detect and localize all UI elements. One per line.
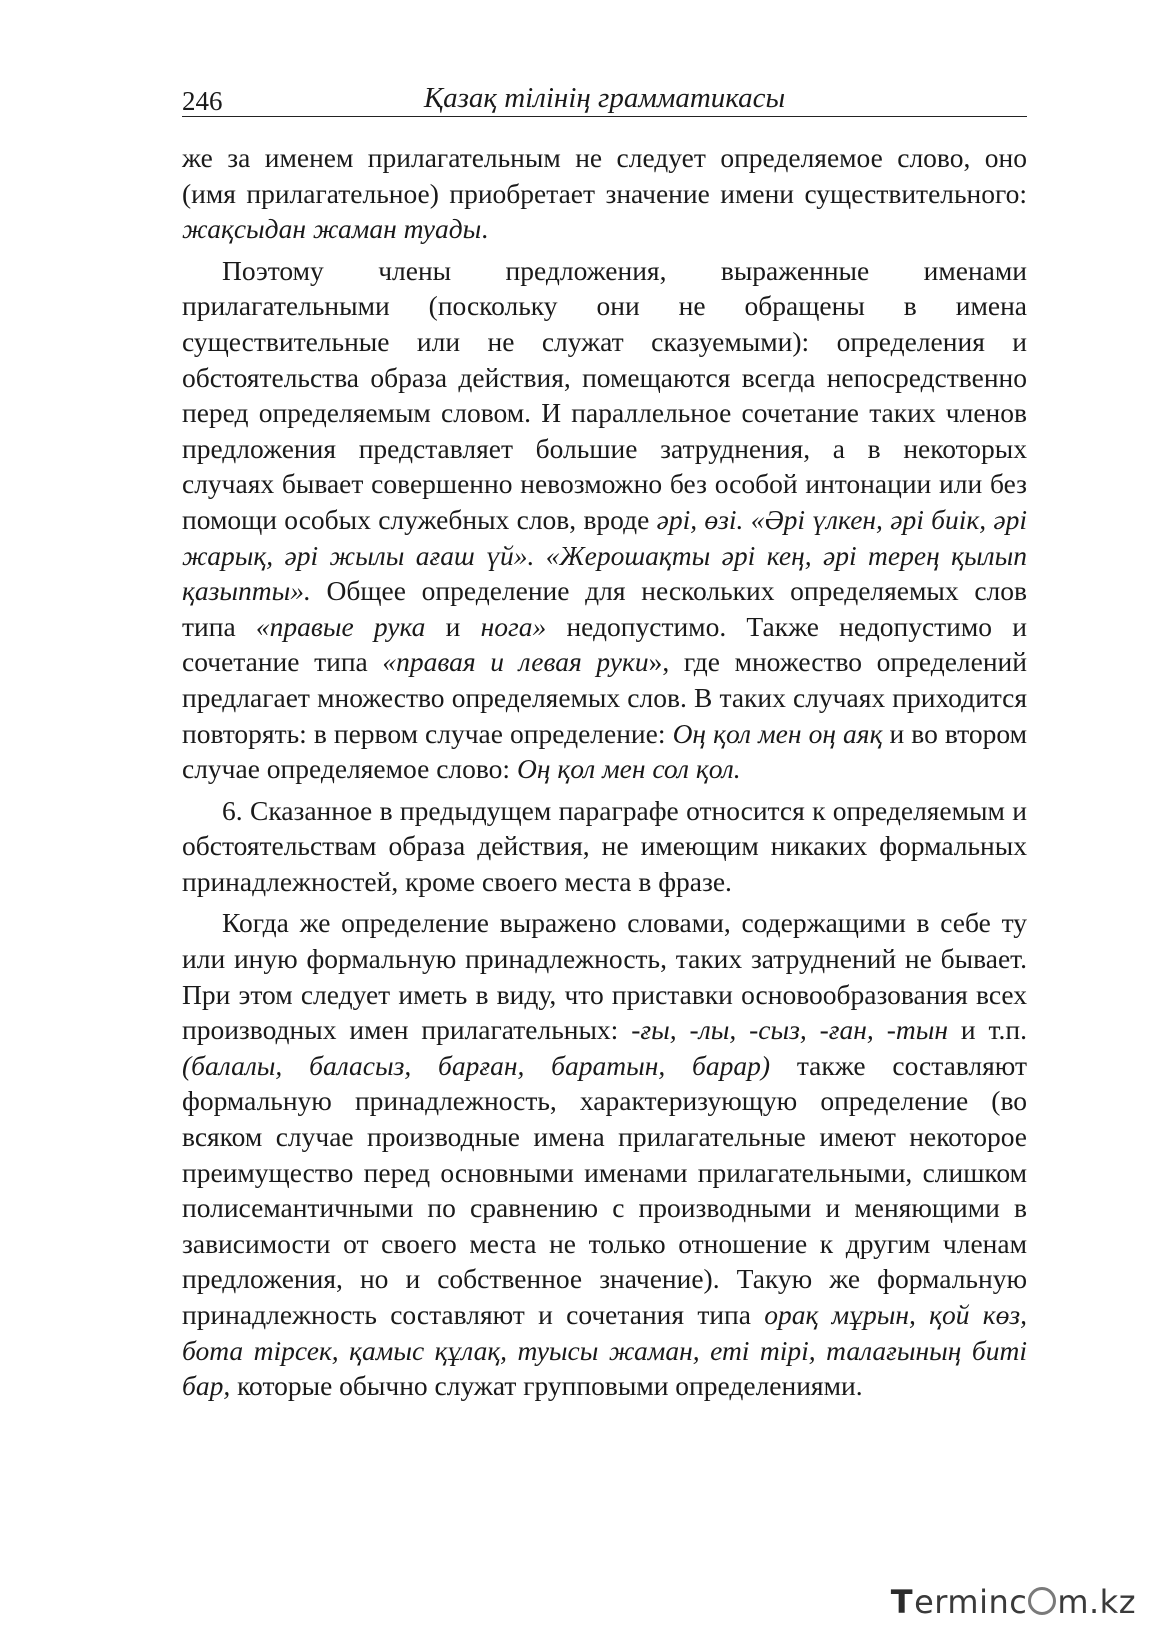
italic-run: «правая и левая руки (382, 646, 649, 678)
text-run: Поэтому члены предложения, выраженные именами прилагательными (поскольку они не обращены в имена существительные или не служат сказуемыми): определения и обстоятельства образа действия, помещаются всегда непосредственно перед определяемым словом. И параллельное сочетание таких членов предложения представляет большие затруднения, а в некоторых случаях бывает совершенно невозможно без особой интонации или без помощи особых служебных слов, вроде (182, 254, 1027, 535)
italic-run: жақсыдан жаман туады (182, 213, 482, 245)
watermark-text-part2: m.kz (1057, 1583, 1136, 1621)
watermark-t-letter: T (890, 1583, 914, 1621)
italic-run: (балалы, баласыз, барған, баратын, барар) (182, 1049, 771, 1081)
page-header (182, 78, 1027, 117)
text-run: и во втором случае определяемое слово: (182, 717, 1027, 785)
body-text (182, 140, 1027, 1404)
italic-run: -ғы, -лы, -сыз, -ған, -тын (631, 1014, 948, 1046)
text-run: Когда же определение выражено словами, содержащими в себе ту или иную формальную принадлежность, таких затруднений не бывает. При этом следует иметь в виду, что приставки основообразования всех производных имен прилагательных: (182, 907, 1027, 1046)
text-run: », где множество определений предлагает множество определяемых слов. В таких случаях приходится повторять: в первом случае определение: (182, 646, 1027, 749)
text-run: . (481, 213, 489, 245)
italic-run: әрі, өзі. «Әрі үлкен, әрі биік, әрі жарық, әрі жылы ағаш үй». «Жерошақты әрі кең, әрі терең қылып қазыпты». (182, 503, 1027, 607)
text-run: недопустимо. Также недопустимо и сочетание типа (182, 610, 1027, 678)
italic-run: орақ мұрын, қой көз, бота тірсек, қамыс құлақ, туысы жаман, еті тірі, талағының биті бар, (182, 1299, 1028, 1402)
italic-run: нога» (480, 610, 547, 642)
watermark-ring-icon (1028, 1587, 1056, 1615)
watermark-logo (891, 1580, 1136, 1624)
text-run: Общее определение для нескольких определяемых слов типа (182, 575, 1027, 642)
italic-run: «правые рука (255, 610, 426, 642)
text-run: и (425, 610, 481, 642)
text-run: же за именем прилагательным не следует определяемое слово, оно (имя прилагательное) приобретает значение имени существительного: (182, 142, 1027, 209)
text-run: и т.п. (948, 1014, 1027, 1046)
text-run: которые обычно служат групповыми определениями. (230, 1370, 863, 1402)
running-title: Қазақ тілінің грамматикасы (423, 82, 786, 114)
paragraph (182, 905, 1027, 1403)
watermark-text-part1: erminc (914, 1583, 1028, 1621)
paragraph (182, 140, 1027, 247)
paragraph (182, 793, 1027, 900)
page-number: 246 (182, 86, 223, 116)
text-run: также составляют формальную принадлежность, характеризующую определение (во всяком случае производные имена прилагательные имеют некоторое преимущество перед основными именами прилагательными, слишком полисемантичными по сравнению с производными и меняющими в зависимости от своего места не только отношение к другим членам предложения, но и собственное значение). Такую же формальную принадлежность составляют и сочетания типа (182, 1049, 1027, 1330)
italic-run: Оң қол мен оң аяқ (672, 717, 883, 749)
paragraph (182, 253, 1027, 787)
text-run: 6. Сказанное в предыдущем параграфе относится к определяемым и обстоятельствам образа действия, не имеющим никаких формальных принадлежностей, кроме своего места в фразе. (182, 794, 1027, 897)
italic-run: Оң қол мен сол қол. (516, 753, 741, 785)
